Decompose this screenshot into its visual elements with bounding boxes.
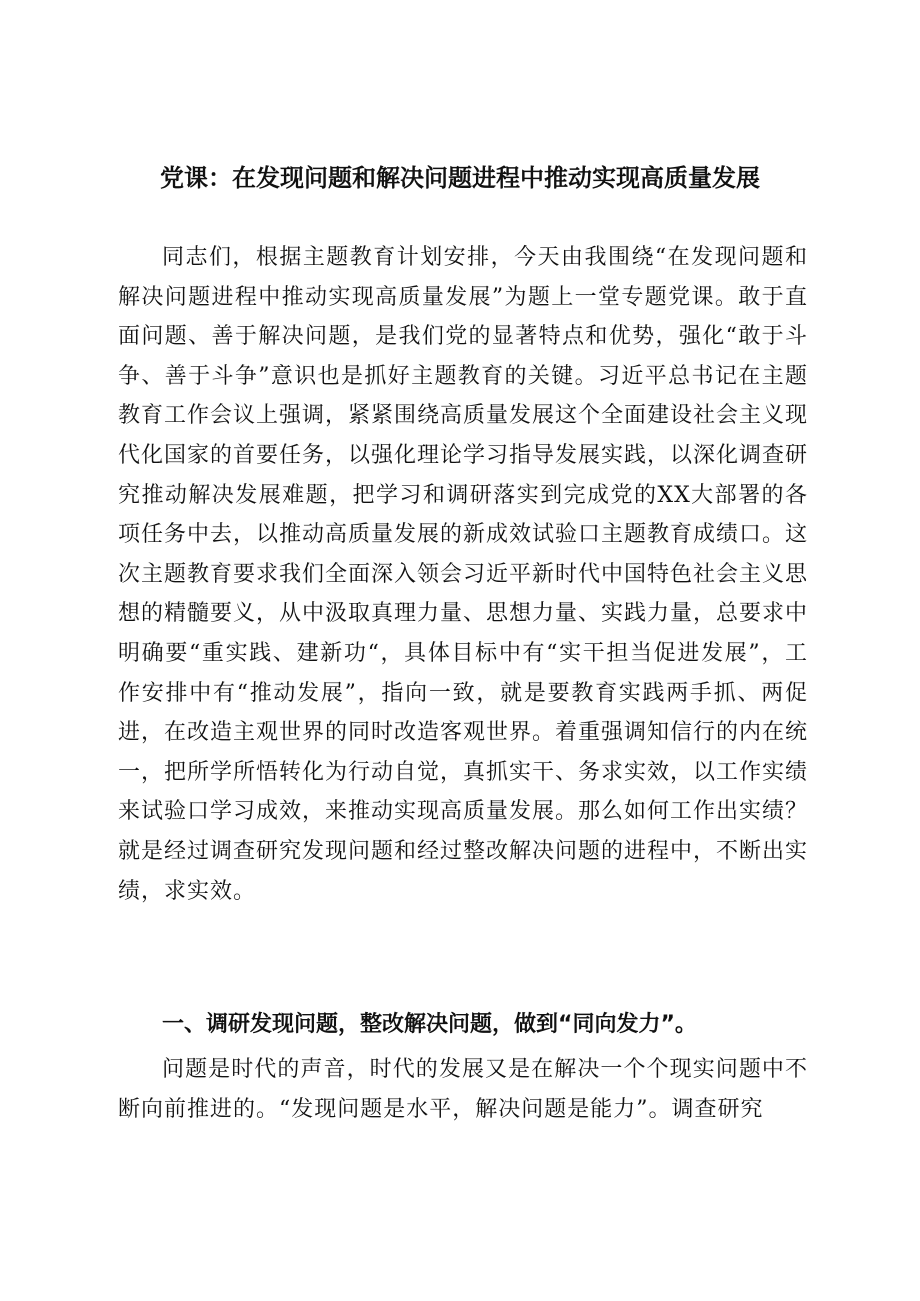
body-paragraph-2: 问题是时代的声音，时代的发展又是在解决一个个现实问题中不断向前推进的。“发现问题是水平，解决问题是能力”。调查研究 — [118, 1057, 808, 1122]
document-title: 党课：在发现问题和解决问题进程中推动实现高质量发展 — [160, 164, 760, 192]
section-heading-1: 一、调研发现问题，整改解决问题，做到“同向发力”。 — [162, 1012, 697, 1037]
body-paragraph-1: 同志们，根据主题教育计划安排，今天由我围绕“在发现问题和解决问题进程中推动实现高质量发展”为题上一堂专题党课。敢于直面问题、善于解决问题，是我们党的显著特点和优势，强化“敢于斗争、善于斗争”意识也是抓好主题教育的关键。习近平总书记在主题教育工作会议上强调，紧紧围绕高质量发展这个全面建设社会主义现代化国家的首要任务，以强化理论学习指导发展实践，以深化调查研究推动解决发展难题，把学习和调研落实到完成党的XX大部署的各项任务中去，以推动高质量发展的新成效试验口主题教育成绩口。这次主题教育要求我们全面深入领会习近平新时代中国特色社会主义思想的精髓要义，从中汲取真理力量、思想力量、实践力量，总要求中明确要“重实践、建新功“，具体目标中有“实干担当促进发展”，工作安排中有“推动发展”，指向一致，就是要教育实践两手抓、两促进，在改造主观世界的同时改造客观世界。着重强调知信行的内在统一，把所学所悟转化为行动自觉，真抓实干、务求实效，以工作实绩来试验口学习成效，来推动实现高质量发展。那么如何工作出实绩？就是经过调查研究发现问题和经过整改解决问题的进程中，不断出实绩，求实效。 — [118, 245, 809, 904]
